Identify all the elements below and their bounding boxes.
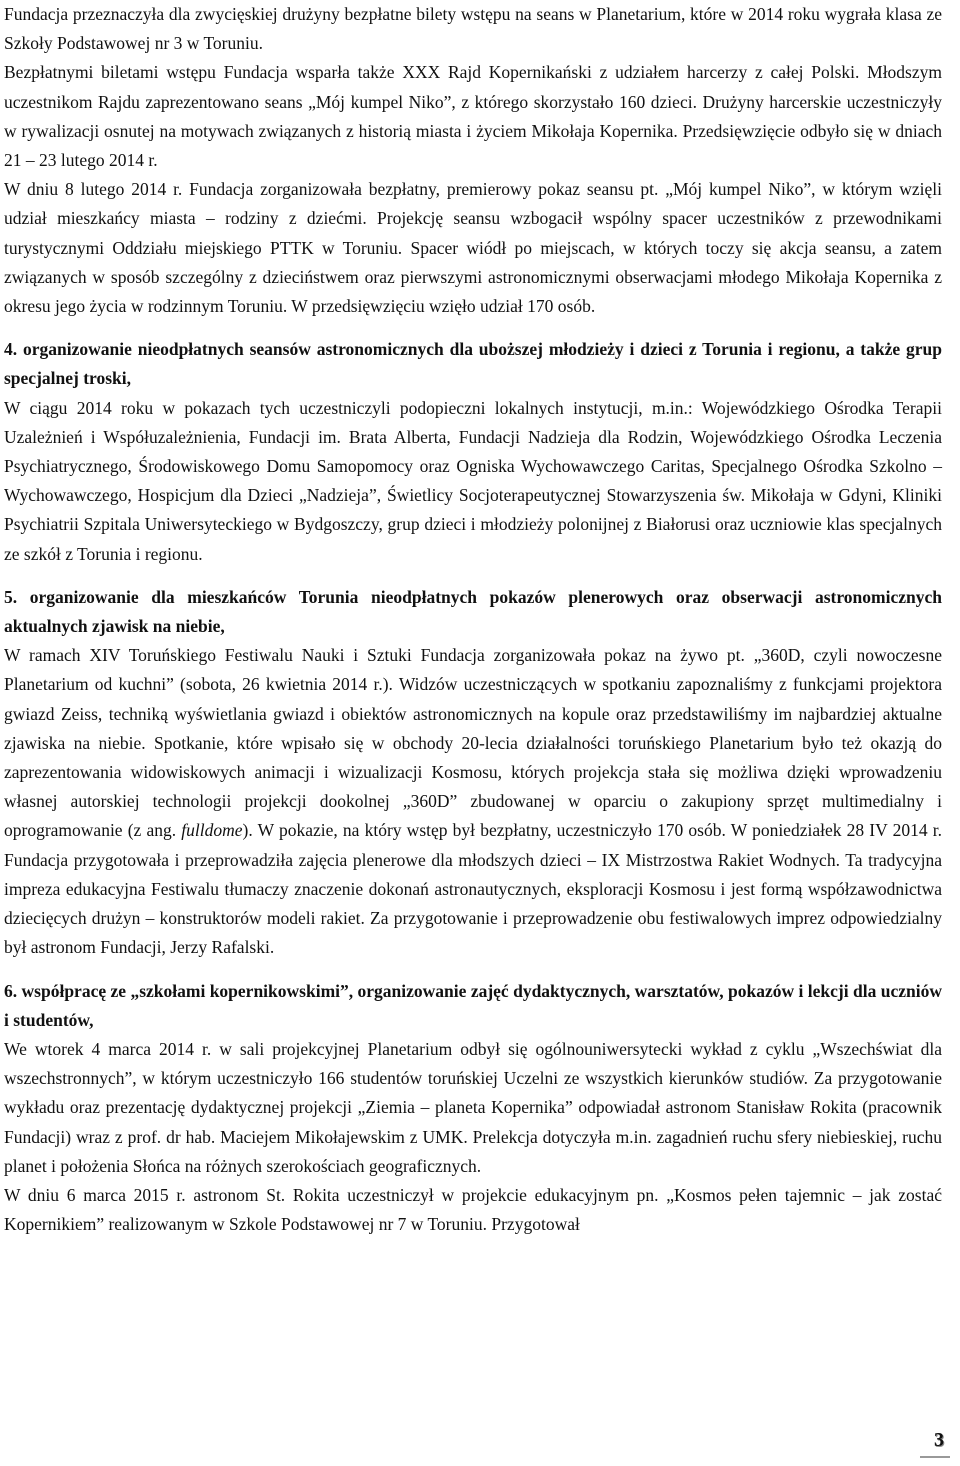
section-5-italic-term: fulldome [181, 820, 243, 841]
section-gap [4, 569, 942, 583]
section-4-body: W ciągu 2014 roku w pokazach tych uczestniczyli podopieczni lokalnych instytucji, m.in.: Wojewódzkiego Ośrodka Terapii Uzależnień i Współuzależnienia, Fundacji im. Brata Alberta, Fundacji Nadzieja dla Rodzin, Wojewódzkiego Ośrodka Leczenia Psychiatrycznego, Środowiskowego Domu Samopomocy oraz Ogniska Wychowawczego Caritas, Specjalnego Ośrodka Szkolno – Wychowawczego, Hospicjum dla Dzieci „Nadzieja”, Świetlicy Socjoterapeutycznej Stowarzyszenia św. Mikołaja w Gdyni, Kliniki Psychiatrii Szpitala Uniwersyteckiego w Bydgoszczy, grup dzieci i młodzieży polonijnej z Białorusi oraz uczniowie klas specjalnych ze szkół z Torunia i regionu. [4, 397, 942, 564]
section-6-heading: 6. współpracę ze „szkołami kopernikowskimi”, organizowanie zajęć dydaktycznych, warsztatów, pokazów i lekcji dla uczniów i studentów, [4, 980, 942, 1030]
section-5-heading: 5. organizowanie dla mieszkańców Torunia nieodpłatnych pokazów plenerowych oraz obserwacji astronomicznych aktualnych zjawisk na niebie, [4, 586, 942, 637]
section-6-body-1: We wtorek 4 marca 2014 r. w sali projekcyjnej Planetarium odbył się ogólnouniwersytecki wykład z cyklu „Wszechświat dla wszechstronnych”, w którym uczestniczyło 166 studentów toruńskiej Uczelni ze wszystkich kierunków studiów. Za przygotowanie wykładu oraz prezentację dydaktycznej projekcji „Ziemia – planeta Kopernika” odpowiadał astronom Stanisław Rokita (pracownik Fundacji) wraz z prof. dr hab. Maciejem Mikołajewskim z UMK. Prelekcja dotyczyła m.in. zagadnień ruchu sfery niebieskiej, ruchu planet i położenia Słońca na różnych szerokościach geograficznych. [4, 1038, 942, 1176]
section-6-body-2: W dniu 6 marca 2015 r. astronom St. Rokita uczestniczył w projekcie edukacyjnym pn. „Kosmos pełen tajemnic – jak zostać Kopernikiem” realizowanym w Szkole Podstawowej nr 7 w Toruniu. Przygotował [4, 1184, 942, 1235]
section-5-body [4, 641, 942, 962]
section-4-heading: 4. organizowanie nieodpłatnych seansów astronomicznych dla uboższej młodzieży i dzieci z Torunia i regionu, a także grup specjalnej troski, [4, 339, 942, 389]
document-page [4, 0, 942, 1239]
paragraph-2: Bezpłatnymi biletami wstępu Fundacja wsparła także XXX Rajd Kopernikański z udziałem harcerzy z całej Polski. Młodszym uczestnikom Rajdu zaprezentowano seans „Mój kumpel Niko”, z którego skorzystało 160 dzieci. Drużyny harcerskie uczestniczyły w rywalizacji osnutej na motywach związanych z historią miasta i życiem Mikołaja Kopernika. Przedsięwzięcie odbyło się w dniach 21 – 23 lutego 2014 r. [4, 62, 942, 171]
section-5-body-part-2: ). W pokazie, na który wstęp był bezpłatny, uczestniczyło 170 osób. W poniedziałek 28 IV 2014 r. Fundacja przygotowała i przeprowadziła zajęcia plenerowe dla młodszych dzieci – IX Mistrzostwa Rakiet Wodnych. Ta tradycyjna impreza edukacyjna Festiwalu tłumaczy znaczenie dokonań astronautycznych, eksploracji Kosmosu i jest formą współzawodnictwa dziecięcych drużyn – konstruktorów modeli rakiet. Za przygotowanie i przeprowadzenie obu festiwalowych imprez odpowiedzialny był astronom Fundacji, Jerzy Rafalski. [4, 820, 942, 958]
page-number: 3 [934, 1429, 944, 1451]
page-number-underline [920, 1456, 950, 1458]
paragraph-1: Fundacja przeznaczyła dla zwycięskiej drużyny bezpłatne bilety wstępu na seans w Planetarium, które w 2014 roku wygrała klasa ze Szkoły Podstawowej nr 3 w Toruniu. [4, 4, 942, 54]
section-5-body-part-1: W ramach XIV Toruńskiego Festiwalu Nauki i Sztuki Fundacja zorganizowała pokaz na żywo pt. „360D, czyli nowoczesne Planetarium od kuchni” (sobota, 26 kwietnia 2014 r.). Widzów uczestniczących w spotkaniu zapoznaliśmy z funkcjami projektora gwiazd Zeiss, techniką wyświetlania gwiazd i obiektów astronomicznych na kopule oraz przedstawiliśmy im najbardziej aktualne zjawiska na niebie. Spotkanie, które wpisało się w obchody 20-lecia działalności toruńskiego Planetarium było też okazją do zaprezentowania widowiskowych animacji i wizualizacji Kosmosu, których projekcja stała się możliwa dzięki wprowadzeniu własnej autorskiej technologii projekcji dookolnej „360D” zbudowanej w oparciu o zakupiony sprzęt multimedialny i oprogramowanie (z ang. [4, 645, 942, 841]
section-gap [4, 321, 942, 335]
paragraph-3: W dniu 8 lutego 2014 r. Fundacja zorganizowała bezpłatny, premierowy pokaz seansu pt. „Mój kumpel Niko”, w którym wzięli udział mieszkańcy miasta – rodziny z dziećmi. Projekcję seansu wzbogacił wspólny spacer uczestników z przewodnikami turystycznymi Oddziału miejskiego PTTK w Toruniu. Spacer wiódł po miejscach, w których toczy się akcja seansu, a zatem związanych w sposób szczególny z dzieciństwem oraz pierwszymi astronomicznymi obserwacjami młodego Mikołaja Kopernika z okresu jego życia w rodzinnym Toruniu. W przedsięwzięciu wzięło udział 170 osób. [4, 179, 942, 317]
section-gap [4, 963, 942, 977]
